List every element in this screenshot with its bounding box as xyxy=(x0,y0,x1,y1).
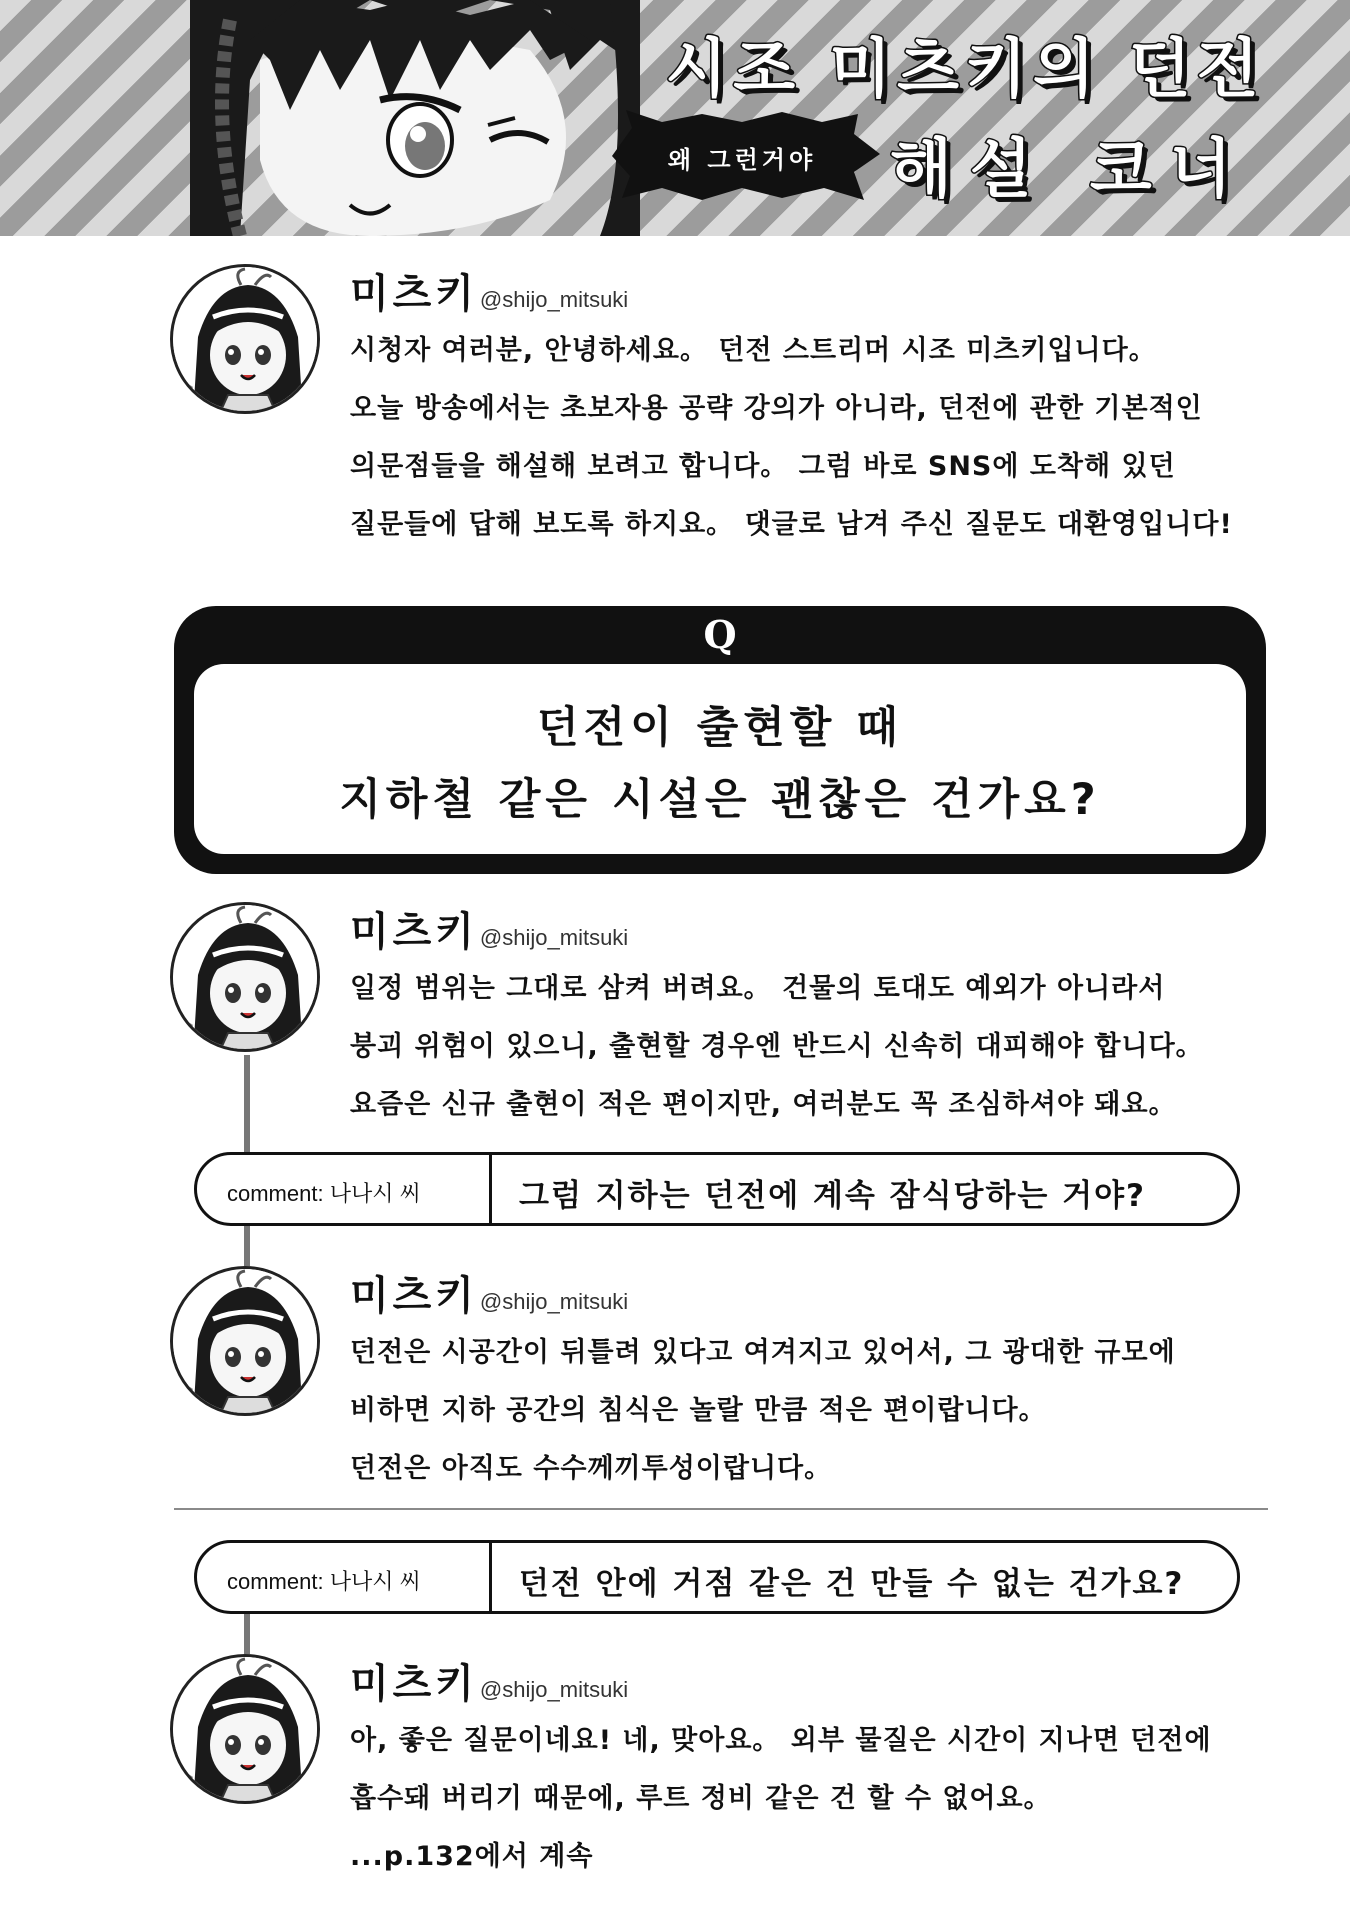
banner-title: 시조 미츠키의 던전 xyxy=(665,33,1265,107)
continue-note: ...p.132에서 계속 xyxy=(350,1841,594,1872)
post-body xyxy=(350,960,1270,1134)
banner-subtitle-burst xyxy=(602,108,882,204)
author-handle[interactable]: @shijo_mitsuki xyxy=(479,287,629,312)
comment-divider xyxy=(489,1543,492,1611)
section-divider xyxy=(174,1508,1268,1510)
post-line: 비하면 지하 공간의 침식은 놀랄 만큼 적은 편이랍니다。 xyxy=(350,1395,1047,1426)
question-line: 지하철 같은 시설은 괜찮은 건가요? xyxy=(339,775,1101,825)
post-answer-1 xyxy=(170,900,1290,1140)
question-panel xyxy=(194,664,1246,854)
post-intro xyxy=(170,262,1290,562)
author-handle[interactable]: @shijo_mitsuki xyxy=(479,1677,629,1702)
banner-title-corner: 해설 코너 xyxy=(890,133,1250,207)
post-body xyxy=(350,1324,1270,1498)
post-body xyxy=(350,322,1270,554)
header-banner xyxy=(0,0,1350,236)
post-line: 아, 좋은 질문이네요! 네, 맞아요。 외부 물질은 시간이 지나면 던전에 xyxy=(350,1725,1212,1756)
post-line: 시청자 여러분, 안녕하세요。 던전 스트리머 시조 미츠키입니다。 xyxy=(350,335,1157,366)
post-line: 오늘 방송에서는 초보자용 공략 강의가 아니라, 던전에 관한 기본적인 xyxy=(350,393,1203,424)
post-line: 요즘은 신규 출현이 적은 편이지만, 여러분도 꼭 조심하셔야 돼요。 xyxy=(350,1089,1177,1120)
comment-bar[interactable] xyxy=(194,1540,1240,1614)
author-handle[interactable]: @shijo_mitsuki xyxy=(479,925,629,950)
avatar xyxy=(170,1266,320,1416)
post-header xyxy=(350,1264,628,1321)
author-name: 미츠키 xyxy=(350,1661,478,1707)
post-line: 의문점들을 해설해 보려고 합니다。 그럼 바로 SNS에 도착해 있던 xyxy=(350,451,1176,482)
post-line: 질문들에 답해 보도록 하지요。 댓글로 남겨 주신 질문도 대환영입니다! xyxy=(350,509,1233,540)
thread-connector xyxy=(244,1614,250,1654)
comment-text: 던전 안에 거점 같은 건 만들 수 없는 건가요? xyxy=(519,1566,1185,1602)
question-line: 던전이 출현할 때 xyxy=(537,703,903,753)
post-header xyxy=(350,262,628,319)
avatar xyxy=(170,264,320,414)
author-name: 미츠키 xyxy=(350,271,478,317)
character-illustration xyxy=(170,0,640,236)
avatar xyxy=(170,902,320,1052)
post-header xyxy=(350,900,628,957)
question-label: Q xyxy=(703,612,737,657)
avatar xyxy=(170,1654,320,1804)
post-line: 던전은 시공간이 뒤틀려 있다고 여겨지고 있어서, 그 광대한 규모에 xyxy=(350,1337,1176,1368)
author-handle[interactable]: @shijo_mitsuki xyxy=(479,1289,629,1314)
post-answer-2 xyxy=(170,1264,1290,1504)
author-name: 미츠키 xyxy=(350,1273,478,1319)
post-header xyxy=(350,1652,628,1709)
post-body xyxy=(350,1712,1270,1886)
post-line: 흡수돼 버리기 때문에, 루트 정비 같은 건 할 수 없어요。 xyxy=(350,1783,1052,1814)
comment-divider xyxy=(489,1155,492,1223)
post-line: 던전은 아직도 수수께끼투성이랍니다。 xyxy=(350,1453,833,1484)
post-line: 붕괴 위험이 있으니, 출현할 경우엔 반드시 신속히 대피해야 합니다。 xyxy=(350,1031,1204,1062)
comment-bar[interactable] xyxy=(194,1152,1240,1226)
comment-author: comment: 나나시 씨 xyxy=(227,1181,421,1206)
banner-subtitle: 왜 그런거야 xyxy=(667,146,817,174)
question-box xyxy=(174,606,1266,874)
comment-text: 그럼 지하는 던전에 계속 잠식당하는 거야? xyxy=(519,1178,1147,1214)
author-name: 미츠키 xyxy=(350,909,478,955)
post-line: 일정 범위는 그대로 삼켜 버려요。 건물의 토대도 예외가 아니라서 xyxy=(350,973,1166,1004)
post-answer-3 xyxy=(170,1652,1290,1902)
thread-connector xyxy=(244,1226,250,1266)
comment-author: comment: 나나시 씨 xyxy=(227,1569,421,1594)
